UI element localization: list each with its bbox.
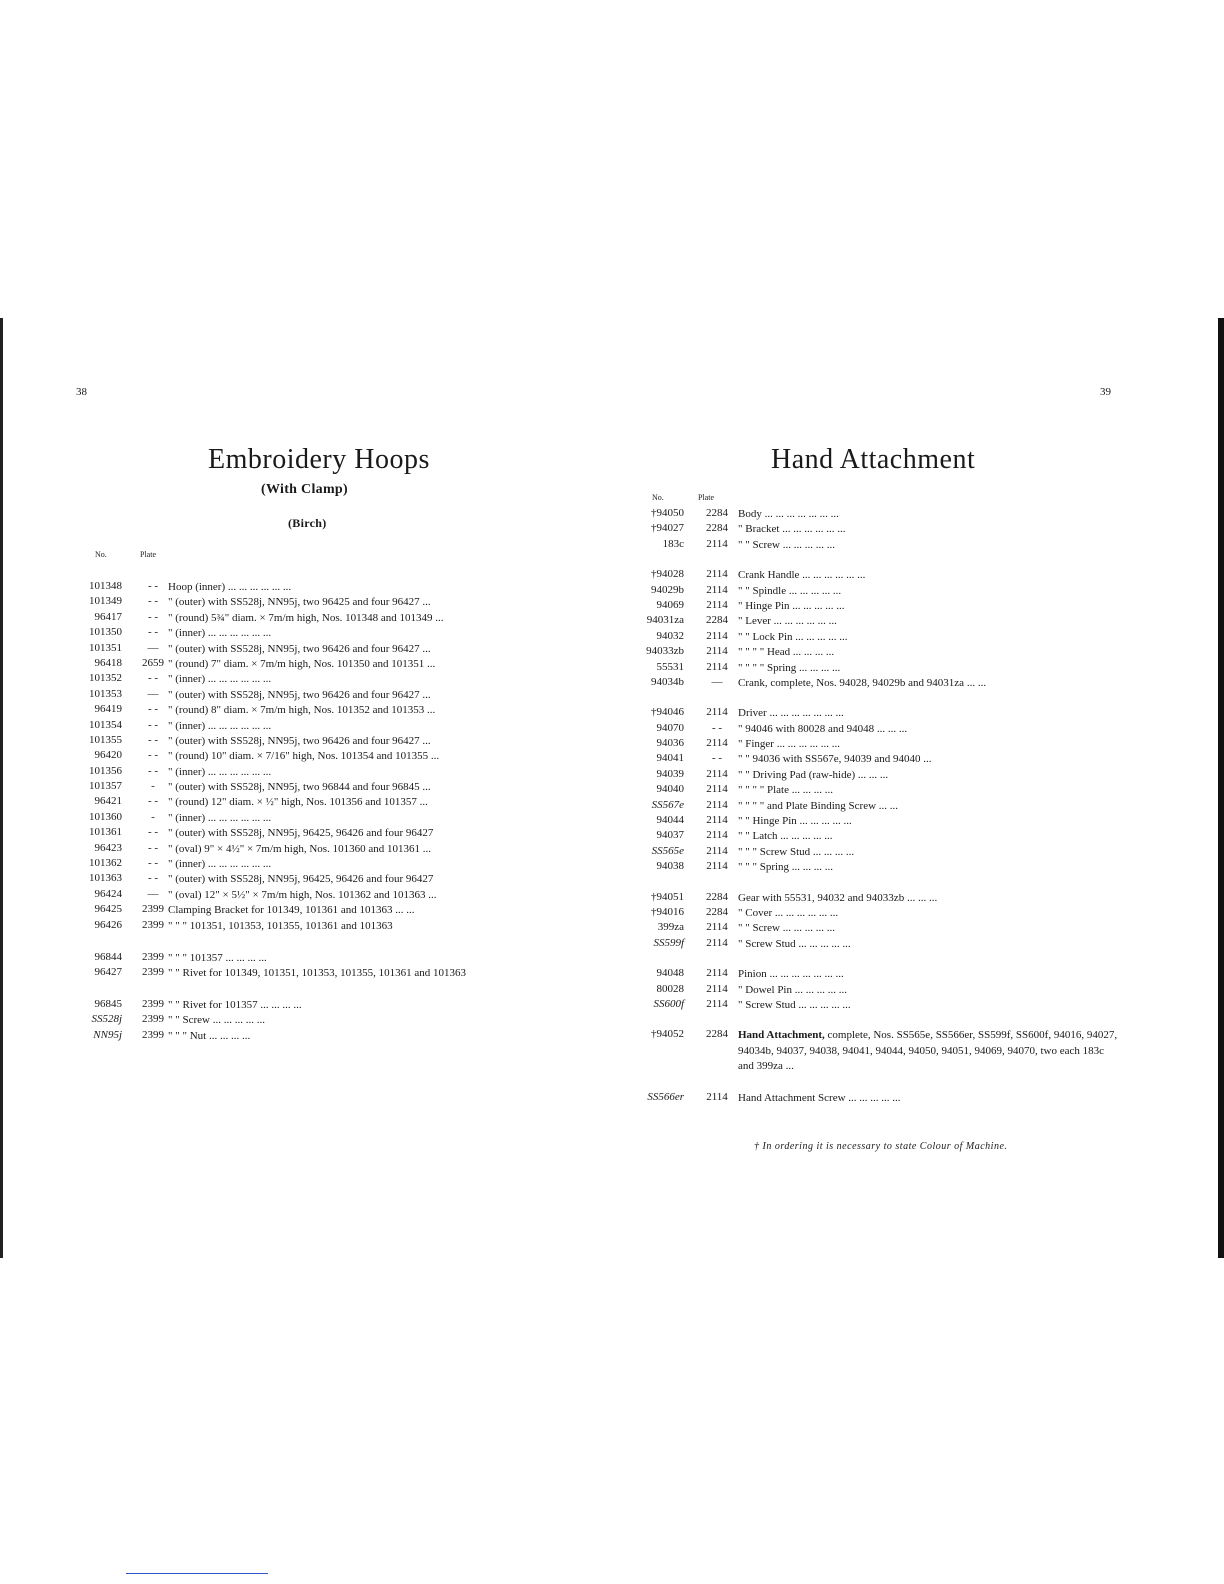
part-number: 94070 (656, 721, 684, 734)
plate-number: 2284 (706, 905, 728, 918)
part-number: 94029b (651, 583, 684, 596)
table-row (624, 614, 1124, 629)
plate-number: - - (147, 857, 159, 870)
part-number: 94048 (656, 967, 684, 980)
part-description: Body ... ... ... ... ... ... ... (738, 508, 839, 520)
part-description: " Cover ... ... ... ... ... ... (738, 906, 839, 919)
part-number: SS600f (653, 997, 684, 1010)
plate-number: - - (147, 841, 159, 854)
table-row (64, 811, 564, 826)
table-row (624, 799, 1124, 814)
part-description: " " Lock Pin ... ... ... ... ... (738, 630, 848, 643)
part-description: " (round) 7" diam. × 7m/m high, Nos. 101350 and 101351 ... (168, 657, 436, 670)
plate-number: - - (711, 752, 723, 765)
part-number: NN95j (93, 1028, 122, 1041)
plate-number: 2114 (706, 982, 728, 995)
plate-number: - - (147, 610, 159, 623)
part-description: " Finger ... ... ... ... ... ... (738, 738, 840, 751)
part-number: †94051 (651, 890, 684, 903)
part-number: 94031za (646, 614, 684, 627)
table-row (64, 688, 564, 703)
plate-number: - - (147, 580, 159, 592)
part-number: 101349 (89, 595, 122, 608)
part-description: " " Hinge Pin ... ... ... ... ... (738, 815, 852, 828)
plate-number: — (147, 887, 159, 900)
part-number: SS565e (651, 844, 684, 857)
part-description: " (outer) with SS528j, NN95j, two 96426 and four 96427 ... (168, 734, 431, 747)
plate-number: - - (147, 795, 159, 808)
plate-number: - - (147, 718, 159, 731)
plate-number: - - (147, 764, 159, 777)
plate-number: 2659 (142, 656, 164, 669)
plate-number: - - (147, 626, 159, 639)
table-row (624, 983, 1124, 998)
part-description: " (round) 10" diam. × 7/16" high, Nos. 101354 and 101355 ... (168, 750, 440, 763)
part-description: Pinion ... ... ... ... ... ... ... (738, 968, 844, 981)
table-row (624, 967, 1124, 982)
part-number: 96419 (94, 703, 122, 716)
column-header-no: No. (95, 550, 107, 559)
table-row (624, 1028, 1124, 1076)
part-number: 94033zb (646, 645, 684, 658)
part-number: †94046 (651, 706, 684, 719)
plate-number: 2284 (706, 522, 728, 535)
part-description: " " Driving Pad (raw-hide) ... ... ... (738, 768, 889, 781)
part-number: 101357 (89, 780, 122, 793)
table-row (64, 1013, 564, 1028)
part-number: †94016 (651, 905, 684, 918)
plate-number: - (151, 780, 155, 793)
plate-number: 2114 (706, 583, 728, 596)
table-row (624, 768, 1124, 783)
plate-number: 2399 (142, 1028, 164, 1041)
part-description: " " " " Plate ... ... ... ... (738, 784, 833, 797)
page-number: 38 (76, 386, 87, 398)
part-number: 94039 (656, 767, 684, 780)
plate-number: 2284 (706, 614, 728, 627)
table-row (64, 734, 564, 749)
plate-number: - - (147, 595, 159, 608)
table-row (64, 595, 564, 610)
footnote: † In ordering it is necessary to state Colour of Machine. (754, 1141, 1008, 1152)
part-number: 94041 (656, 752, 684, 765)
part-description: Hoop (inner) ... ... ... ... ... ... (168, 581, 292, 593)
plate-number: - (151, 810, 155, 823)
table-row (624, 829, 1124, 844)
table-row (64, 780, 564, 795)
plate-number: 2114 (706, 660, 728, 673)
part-description: " (inner) ... ... ... ... ... ... (168, 627, 272, 640)
material-subtitle: (Birch) (288, 516, 327, 530)
plate-number: 2399 (142, 950, 164, 963)
part-description: Driver ... ... ... ... ... ... ... (738, 707, 844, 720)
plate-number: 2114 (706, 829, 728, 842)
part-description: " " " Nut ... ... ... ... (168, 1029, 251, 1042)
part-description: " " Latch ... ... ... ... ... (738, 830, 833, 843)
table-row (64, 888, 564, 903)
table-row (624, 599, 1124, 614)
part-description: " Screw Stud ... ... ... ... ... (738, 998, 851, 1011)
part-number: 101362 (89, 857, 122, 870)
part-description (738, 1028, 1120, 1075)
table-row (624, 937, 1124, 952)
part-description: " (outer) with SS528j, NN95j, 96425, 96426 and four 96427 (168, 827, 434, 840)
part-description: " (oval) 12" × 5½" × 7m/m high, Nos. 101362 and 101363 ... (168, 888, 437, 901)
part-description: " (outer) with SS528j, NN95j, 96425, 96426 and four 96427 (168, 873, 434, 886)
table-row (64, 765, 564, 780)
part-number: 101363 (89, 872, 122, 885)
part-description: Hand Attachment Screw ... ... ... ... ... (738, 1092, 901, 1105)
part-description: " " " " and Plate Binding Screw ... ... (738, 799, 899, 812)
plate-number: 2399 (142, 965, 164, 978)
part-number: 96421 (94, 795, 122, 808)
scan-edge-left (0, 318, 3, 1258)
part-description: " " Rivet for 101357 ... ... ... ... (168, 998, 302, 1011)
table-row (624, 1091, 1124, 1106)
part-description: " " " " Spring ... ... ... ... (738, 661, 841, 674)
part-description: " " " Screw Stud ... ... ... ... (738, 845, 855, 858)
plate-number: 2114 (706, 598, 728, 611)
part-number: 96418 (94, 656, 122, 669)
table-row (64, 719, 564, 734)
part-number: 96427 (94, 965, 122, 978)
table-row (624, 921, 1124, 936)
table-row (624, 538, 1124, 553)
plate-number: 2114 (706, 844, 728, 857)
plate-number: 2114 (706, 798, 728, 811)
table-row (64, 580, 564, 595)
plate-number: 2114 (706, 706, 728, 719)
table-row (64, 795, 564, 810)
part-description: " (inner) ... ... ... ... ... ... (168, 719, 272, 732)
column-header-plate: Plate (140, 550, 156, 559)
part-number: SS599f (653, 936, 684, 949)
part-number: 101360 (89, 810, 122, 823)
part-description: " (round) 12" diam. × ½" high, Nos. 101356 and 101357 ... (168, 796, 428, 809)
part-description: " " " 101357 ... ... ... ... (168, 951, 267, 964)
table-row (64, 903, 564, 918)
part-description: " (inner) ... ... ... ... ... ... (168, 673, 272, 686)
plate-number: 2114 (706, 936, 728, 949)
part-description: " (outer) with SS528j, NN95j, two 96426 and four 96427 ... (168, 642, 431, 655)
table-row (64, 642, 564, 657)
plate-number: - - (147, 872, 159, 885)
table-row (624, 814, 1124, 829)
part-number: SS567e (651, 798, 684, 811)
part-description: " (round) 5¾" diam. × 7m/m high, Nos. 101348 and 101349 ... (168, 611, 444, 624)
plate-number: 2114 (706, 783, 728, 796)
part-description: " 94046 with 80028 and 94048 ... ... ... (738, 722, 908, 735)
table-row (624, 860, 1124, 875)
part-description-bold: Hand Attachment, (738, 1029, 825, 1042)
plate-number: 2284 (706, 507, 728, 519)
part-description: " " Rivet for 101349, 101351, 101353, 101355, 101361 and 101363 (168, 966, 467, 979)
plate-number: 2284 (706, 1028, 728, 1041)
column-header-plate: Plate (698, 493, 714, 502)
part-description: " Lever ... ... ... ... ... ... (738, 615, 837, 628)
part-description-rest: complete, Nos. SS565e, SS566er, SS599f, SS600f, 94016, 94027, 94034b, 94037, 94038, 94041, 94044, 94050, 94051, 94069, 94070, two each 183c and 399za ... (738, 1029, 1118, 1073)
plate-number: 2399 (142, 997, 164, 1010)
plate-number: 2114 (706, 814, 728, 827)
table-row (624, 507, 1124, 522)
table-row (64, 672, 564, 687)
table-row (64, 842, 564, 857)
plate-number: 2114 (706, 997, 728, 1010)
table-row (64, 657, 564, 672)
plate-number: - - (711, 721, 723, 734)
part-description: " " " Spring ... ... ... ... (738, 861, 834, 874)
part-number: 94040 (656, 783, 684, 796)
part-number: 101348 (89, 580, 122, 592)
page-number: 39 (1100, 386, 1111, 398)
part-description: Crank Handle ... ... ... ... ... ... (738, 569, 866, 582)
table-row (624, 737, 1124, 752)
part-number: 94044 (656, 814, 684, 827)
part-description: " Bracket ... ... ... ... ... ... (738, 523, 846, 536)
part-description: " " Screw ... ... ... ... ... (168, 1014, 265, 1027)
table-row (624, 891, 1124, 906)
part-number: 101352 (89, 672, 122, 685)
part-description: " (outer) with SS528j, NN95j, two 96844 and four 96845 ... (168, 781, 431, 794)
part-number: 55531 (656, 660, 684, 673)
table-row (624, 906, 1124, 921)
table-row (624, 630, 1124, 645)
part-description: " " Screw ... ... ... ... ... (738, 538, 835, 551)
part-number: 96423 (94, 841, 122, 854)
part-number: 94069 (656, 598, 684, 611)
part-description: " (inner) ... ... ... ... ... ... (168, 765, 272, 778)
table-row (64, 611, 564, 626)
plate-number: 2284 (706, 890, 728, 903)
table-row (624, 783, 1124, 798)
part-number: 101356 (89, 764, 122, 777)
part-description: " (inner) ... ... ... ... ... ... (168, 811, 272, 824)
part-description: " (round) 8" diam. × 7m/m high, Nos. 101352 and 101353 ... (168, 704, 436, 717)
part-number: 96426 (94, 918, 122, 931)
table-row (624, 706, 1124, 721)
plate-number: 2114 (706, 645, 728, 658)
table-row (64, 919, 564, 951)
page-subtitle: (With Clamp) (261, 482, 348, 497)
part-number: 101350 (89, 626, 122, 639)
table-row (64, 998, 564, 1013)
table-row (624, 645, 1124, 660)
part-number: 80028 (656, 982, 684, 995)
page-title: Embroidery Hoops (208, 444, 430, 475)
part-number: 399za (657, 921, 684, 934)
table-row (624, 568, 1124, 583)
plate-number: 2114 (706, 629, 728, 642)
part-number: 96424 (94, 887, 122, 900)
part-description: " (inner) ... ... ... ... ... ... (168, 858, 272, 871)
table-row (624, 722, 1124, 737)
part-number: 96844 (94, 950, 122, 963)
part-number: †94027 (651, 522, 684, 535)
plate-number: - - (147, 703, 159, 716)
part-number: 101355 (89, 733, 122, 746)
plate-number: — (147, 641, 159, 654)
part-number: 94032 (656, 629, 684, 642)
scan-edge-right (1218, 318, 1224, 1258)
plate-number: 2114 (706, 1091, 728, 1104)
plate-number: 2399 (142, 903, 164, 916)
plate-number: 2114 (706, 737, 728, 750)
plate-number: - - (147, 749, 159, 762)
part-description: Crank, complete, Nos. 94028, 94029b and 94031za ... ... (738, 676, 987, 689)
part-description: " " " 101351, 101353, 101355, 101361 and 101363 (168, 919, 393, 932)
table-row (64, 857, 564, 872)
part-number: 101353 (89, 687, 122, 700)
table-row (624, 584, 1124, 599)
plate-number: - - (147, 733, 159, 746)
table-row (624, 845, 1124, 860)
part-number: SS528j (91, 1013, 122, 1026)
table-row (64, 703, 564, 718)
table-row (64, 1029, 564, 1044)
part-description: Gear with 55531, 94032 and 94033zb ... ... ... (738, 891, 938, 904)
part-number: 96845 (94, 997, 122, 1010)
part-number: †94052 (651, 1028, 684, 1041)
table-row (624, 752, 1124, 767)
part-number: 94034b (651, 675, 684, 688)
table-row (64, 626, 564, 641)
table-row (624, 998, 1124, 1013)
part-number: 96425 (94, 903, 122, 916)
footer-link-rule (126, 1573, 268, 1574)
part-number: 183c (662, 537, 684, 550)
part-description: " " " " Head ... ... ... ... (738, 646, 835, 659)
part-number: 101354 (89, 718, 122, 731)
part-number: 96420 (94, 749, 122, 762)
column-header-no: No. (652, 493, 664, 502)
parts-table (64, 580, 564, 1044)
parts-table (624, 507, 1124, 1107)
part-description: " " 94036 with SS567e, 94039 and 94040 ... (738, 753, 932, 766)
part-number: †94028 (651, 568, 684, 581)
part-number: 96417 (94, 610, 122, 623)
part-description: " " Screw ... ... ... ... ... (738, 922, 835, 935)
plate-number: — (711, 675, 723, 688)
part-number: 94037 (656, 829, 684, 842)
plate-number: 2114 (706, 537, 728, 550)
part-description: " (oval) 9" × 4½" × 7m/m high, Nos. 101360 and 101361 ... (168, 842, 431, 855)
plate-number: 2114 (706, 860, 728, 873)
plate-number: — (147, 687, 159, 700)
part-number: †94050 (651, 507, 684, 519)
plate-number: 2399 (142, 918, 164, 931)
plate-number: 2399 (142, 1013, 164, 1026)
part-number: 101351 (89, 641, 122, 654)
part-description: Clamping Bracket for 101349, 101361 and 101363 ... ... (168, 904, 415, 917)
part-number: 101361 (89, 826, 122, 839)
plate-number: - - (147, 672, 159, 685)
part-number: 94038 (656, 860, 684, 873)
plate-number: 2114 (706, 967, 728, 980)
part-number: 94036 (656, 737, 684, 750)
part-description: " Dowel Pin ... ... ... ... ... (738, 983, 847, 996)
table-row (64, 872, 564, 887)
part-description: " (outer) with SS528j, NN95j, two 96426 and four 96427 ... (168, 688, 431, 701)
plate-number: 2114 (706, 767, 728, 780)
table-row (64, 966, 564, 998)
part-number: SS566er (647, 1091, 684, 1104)
plate-number: 2114 (706, 921, 728, 934)
part-description: " Hinge Pin ... ... ... ... ... (738, 599, 845, 612)
part-description: " " Spindle ... ... ... ... ... (738, 584, 842, 597)
table-row (64, 951, 564, 966)
page-title: Hand Attachment (771, 444, 976, 475)
table-row (64, 749, 564, 764)
table-row (624, 661, 1124, 676)
table-row (624, 676, 1124, 691)
plate-number: 2114 (706, 568, 728, 581)
table-row (64, 826, 564, 841)
plate-number: - - (147, 826, 159, 839)
part-description: " (outer) with SS528j, NN95j, two 96425 and four 96427 ... (168, 596, 431, 609)
table-row (624, 522, 1124, 537)
part-description: " Screw Stud ... ... ... ... ... (738, 937, 851, 950)
